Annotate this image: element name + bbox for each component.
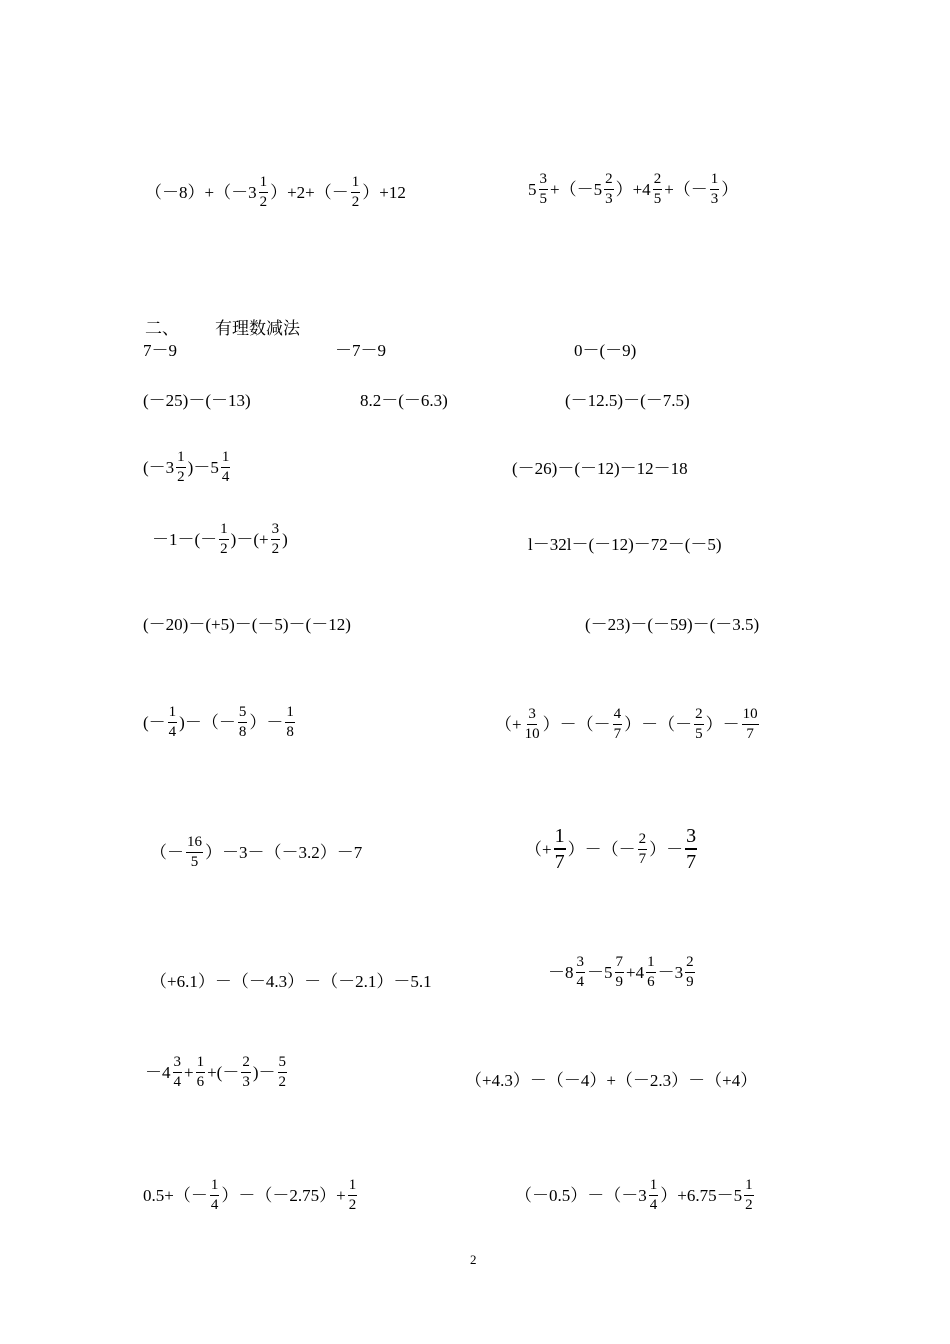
fraction-numerator: 10 xyxy=(742,707,759,725)
fraction-denominator: 3 xyxy=(242,1074,250,1090)
fraction-denominator: 5 xyxy=(695,726,703,742)
problem-20 xyxy=(548,955,697,990)
expr-text: (－3 xyxy=(143,458,175,477)
expr-text: （+ xyxy=(495,715,522,734)
fraction xyxy=(685,826,697,872)
fraction-numerator: 1 xyxy=(351,175,361,193)
fraction xyxy=(649,1178,659,1213)
fraction-denominator: 9 xyxy=(615,974,623,990)
fraction-denominator: 2 xyxy=(348,1197,357,1213)
expr-text: (－12.5)－(－7.5) xyxy=(565,391,690,410)
fraction-numerator: 3 xyxy=(539,172,549,190)
fraction-numerator: 5 xyxy=(238,705,248,723)
expr-text: ）－ xyxy=(649,839,684,859)
expr-text: （+6.1）－（－4.3）－（－2.1）－5.1 xyxy=(150,972,432,991)
fraction-denominator: 2 xyxy=(278,1074,287,1090)
fraction xyxy=(685,955,695,990)
fraction xyxy=(742,707,759,742)
fraction-denominator: 10 xyxy=(524,726,540,742)
problem-4 xyxy=(335,342,386,359)
fraction-denominator: 6 xyxy=(196,1074,205,1090)
expr-text: ）－ xyxy=(705,715,740,734)
expr-text: 5 xyxy=(528,180,537,199)
fraction-numerator: 1 xyxy=(285,705,295,723)
page-number: 2 xyxy=(470,1252,477,1267)
expr-text: ） xyxy=(721,180,739,199)
problem-1 xyxy=(145,175,406,210)
fraction xyxy=(653,172,663,207)
expr-text: －1－(－ xyxy=(152,530,218,549)
fraction xyxy=(576,955,586,990)
fraction-numerator: 3 xyxy=(685,826,697,850)
fraction-numerator: 1 xyxy=(210,1178,220,1196)
problem-12 xyxy=(528,536,722,553)
expr-text: ）+2+（－ xyxy=(270,183,349,202)
fraction xyxy=(744,1178,754,1213)
problem-5 xyxy=(574,342,636,359)
expr-text: ）－ xyxy=(249,713,284,732)
fraction-numerator: 1 xyxy=(710,172,720,190)
problem-18 xyxy=(525,826,699,872)
problem-16 xyxy=(495,707,761,742)
problem-9 xyxy=(143,450,232,485)
section-heading xyxy=(145,314,300,339)
fraction-denominator: 2 xyxy=(177,469,185,485)
fraction xyxy=(604,172,614,207)
expr-text: －3 xyxy=(657,963,684,982)
expr-text: ）－（－ xyxy=(542,715,611,734)
fraction xyxy=(615,955,625,990)
fraction-denominator: 5 xyxy=(539,191,547,207)
fraction-denominator: 7 xyxy=(686,851,697,873)
section-title: 有理数减法 xyxy=(215,319,300,339)
fraction xyxy=(524,707,541,742)
fraction-numerator: 2 xyxy=(653,172,663,190)
expr-text: )－ xyxy=(252,1063,276,1082)
fraction-numerator: 1 xyxy=(554,826,566,850)
fraction-denominator: 4 xyxy=(576,974,584,990)
fraction-numerator: 3 xyxy=(527,707,537,725)
fraction-numerator: 1 xyxy=(649,1178,659,1196)
fraction-denominator: 8 xyxy=(238,724,247,740)
expr-text: －5 xyxy=(587,963,613,982)
fraction-denominator: 4 xyxy=(173,1074,181,1090)
problem-6 xyxy=(143,392,251,409)
problem-11 xyxy=(152,522,288,557)
expr-text: ）－3－（－3.2）－7 xyxy=(205,843,363,862)
fraction-denominator: 7 xyxy=(613,726,622,742)
problem-21 xyxy=(145,1055,289,1090)
fraction xyxy=(694,707,704,742)
expr-text: －8 xyxy=(548,963,574,982)
fraction-numerator: 2 xyxy=(694,707,704,725)
expr-text: )－（－ xyxy=(179,713,236,732)
fraction-denominator: 8 xyxy=(286,724,294,740)
expr-text: (－ xyxy=(143,713,166,732)
fraction-numerator: 7 xyxy=(615,955,625,973)
fraction xyxy=(351,175,361,210)
fraction xyxy=(221,450,231,485)
expr-text: ）－（－2.75）+ xyxy=(221,1186,346,1205)
fraction-numerator: 1 xyxy=(168,705,178,723)
problem-19 xyxy=(150,973,432,990)
fraction xyxy=(186,835,203,870)
fraction-denominator: 2 xyxy=(259,194,268,210)
fraction xyxy=(613,707,623,742)
fraction-denominator: 4 xyxy=(210,1197,219,1213)
fraction xyxy=(176,450,186,485)
fraction xyxy=(271,522,281,557)
fraction-numerator: 1 xyxy=(221,450,231,468)
fraction-denominator: 5 xyxy=(190,854,199,870)
expr-text: + xyxy=(184,1063,194,1082)
fraction-denominator: 4 xyxy=(649,1197,658,1213)
fraction-numerator: 2 xyxy=(638,832,648,850)
fraction-denominator: 4 xyxy=(168,724,177,740)
fraction xyxy=(219,522,229,557)
fraction-denominator: 2 xyxy=(220,541,228,557)
expr-text: ）－（－ xyxy=(567,839,636,859)
fraction xyxy=(554,826,566,872)
expr-text: ) xyxy=(282,530,288,549)
expr-text: （+4.3）－（－4）+（－2.3）－（+4） xyxy=(465,1071,758,1090)
expr-text: 0－(－9) xyxy=(574,341,637,360)
fraction-denominator: 7 xyxy=(746,726,754,742)
fraction xyxy=(348,1178,358,1213)
fraction-numerator: 1 xyxy=(219,522,229,540)
fraction-denominator: 5 xyxy=(653,191,662,207)
fraction xyxy=(638,832,648,867)
expr-text: －7－9 xyxy=(335,341,386,360)
expr-text: （+ xyxy=(525,839,552,859)
expr-text: ）－（－ xyxy=(624,715,693,734)
fraction-denominator: 3 xyxy=(605,191,613,207)
fraction-numerator: 4 xyxy=(613,707,623,725)
fraction xyxy=(539,172,549,207)
expr-text: )－(+ xyxy=(230,530,269,549)
fraction-numerator: 2 xyxy=(241,1055,251,1073)
problem-24 xyxy=(515,1178,756,1213)
expr-text: (－20)－(+5)－(－5)－(－12) xyxy=(143,615,351,634)
fraction xyxy=(210,1178,220,1213)
expr-text: +（－5 xyxy=(550,180,603,199)
problem-7 xyxy=(360,392,448,409)
expr-text: ）+12 xyxy=(362,183,406,202)
fraction-denominator: 7 xyxy=(554,851,565,873)
fraction xyxy=(173,1055,183,1090)
fraction xyxy=(710,172,720,207)
expr-text: +4 xyxy=(626,963,645,982)
fraction xyxy=(196,1055,206,1090)
expr-text: )－5 xyxy=(187,458,219,477)
fraction-numerator: 1 xyxy=(196,1055,206,1073)
fraction xyxy=(168,705,178,740)
expr-text: （－ xyxy=(150,843,184,862)
fraction-numerator: 3 xyxy=(271,522,281,540)
expr-text: 7－9 xyxy=(143,341,177,360)
fraction-numerator: 3 xyxy=(576,955,586,973)
fraction-numerator: 1 xyxy=(176,450,186,468)
fraction xyxy=(241,1055,251,1090)
expr-text: （－0.5）－（－3 xyxy=(515,1186,647,1205)
expr-text: －4 xyxy=(145,1063,171,1082)
problem-14 xyxy=(585,616,759,633)
expr-text: (－26)－(－12)－12－18 xyxy=(512,459,688,478)
problem-22 xyxy=(465,1072,757,1089)
problem-15 xyxy=(143,705,297,740)
fraction xyxy=(646,955,656,990)
fraction-numerator: 2 xyxy=(604,172,614,190)
expr-text: (－25)－(－13) xyxy=(143,391,251,410)
expr-text: l－32l－(－12)－72－(－5) xyxy=(528,535,722,554)
expr-text: (－23)－(－59)－(－3.5) xyxy=(585,615,760,634)
fraction-numerator: 16 xyxy=(186,835,203,853)
fraction xyxy=(278,1055,288,1090)
fraction-denominator: 6 xyxy=(647,974,655,990)
fraction-numerator: 1 xyxy=(744,1178,754,1196)
fraction-numerator: 1 xyxy=(646,955,656,973)
fraction xyxy=(259,175,269,210)
fraction-denominator: 9 xyxy=(686,974,694,990)
section-number: 二、 xyxy=(145,319,179,339)
expr-text: （－8）+（－3 xyxy=(145,183,257,202)
fraction-numerator: 2 xyxy=(685,955,695,973)
fraction-numerator: 1 xyxy=(348,1178,358,1196)
problem-10 xyxy=(512,460,688,477)
problem-23 xyxy=(143,1178,359,1213)
expr-text: +（－ xyxy=(664,180,708,199)
fraction xyxy=(238,705,248,740)
fraction-numerator: 5 xyxy=(278,1055,288,1073)
fraction-denominator: 3 xyxy=(710,191,719,207)
expr-text: 8.2－(－6.3) xyxy=(360,391,448,410)
fraction-denominator: 2 xyxy=(271,541,280,557)
fraction-denominator: 2 xyxy=(745,1197,753,1213)
fraction xyxy=(285,705,295,740)
fraction-denominator: 4 xyxy=(221,469,230,485)
expr-text: +(－ xyxy=(207,1063,240,1082)
fraction-numerator: 3 xyxy=(173,1055,183,1073)
problem-17 xyxy=(150,835,362,870)
fraction-numerator: 1 xyxy=(259,175,269,193)
expr-text: 0.5+（－ xyxy=(143,1186,208,1205)
expr-text: ）+6.75－5 xyxy=(660,1186,743,1205)
problem-8 xyxy=(565,392,690,409)
fraction-denominator: 2 xyxy=(351,194,360,210)
problem-3 xyxy=(143,342,177,359)
problem-13 xyxy=(143,616,351,633)
problem-2 xyxy=(528,172,738,207)
fraction-denominator: 7 xyxy=(638,850,647,867)
expr-text: ）+4 xyxy=(615,180,651,199)
